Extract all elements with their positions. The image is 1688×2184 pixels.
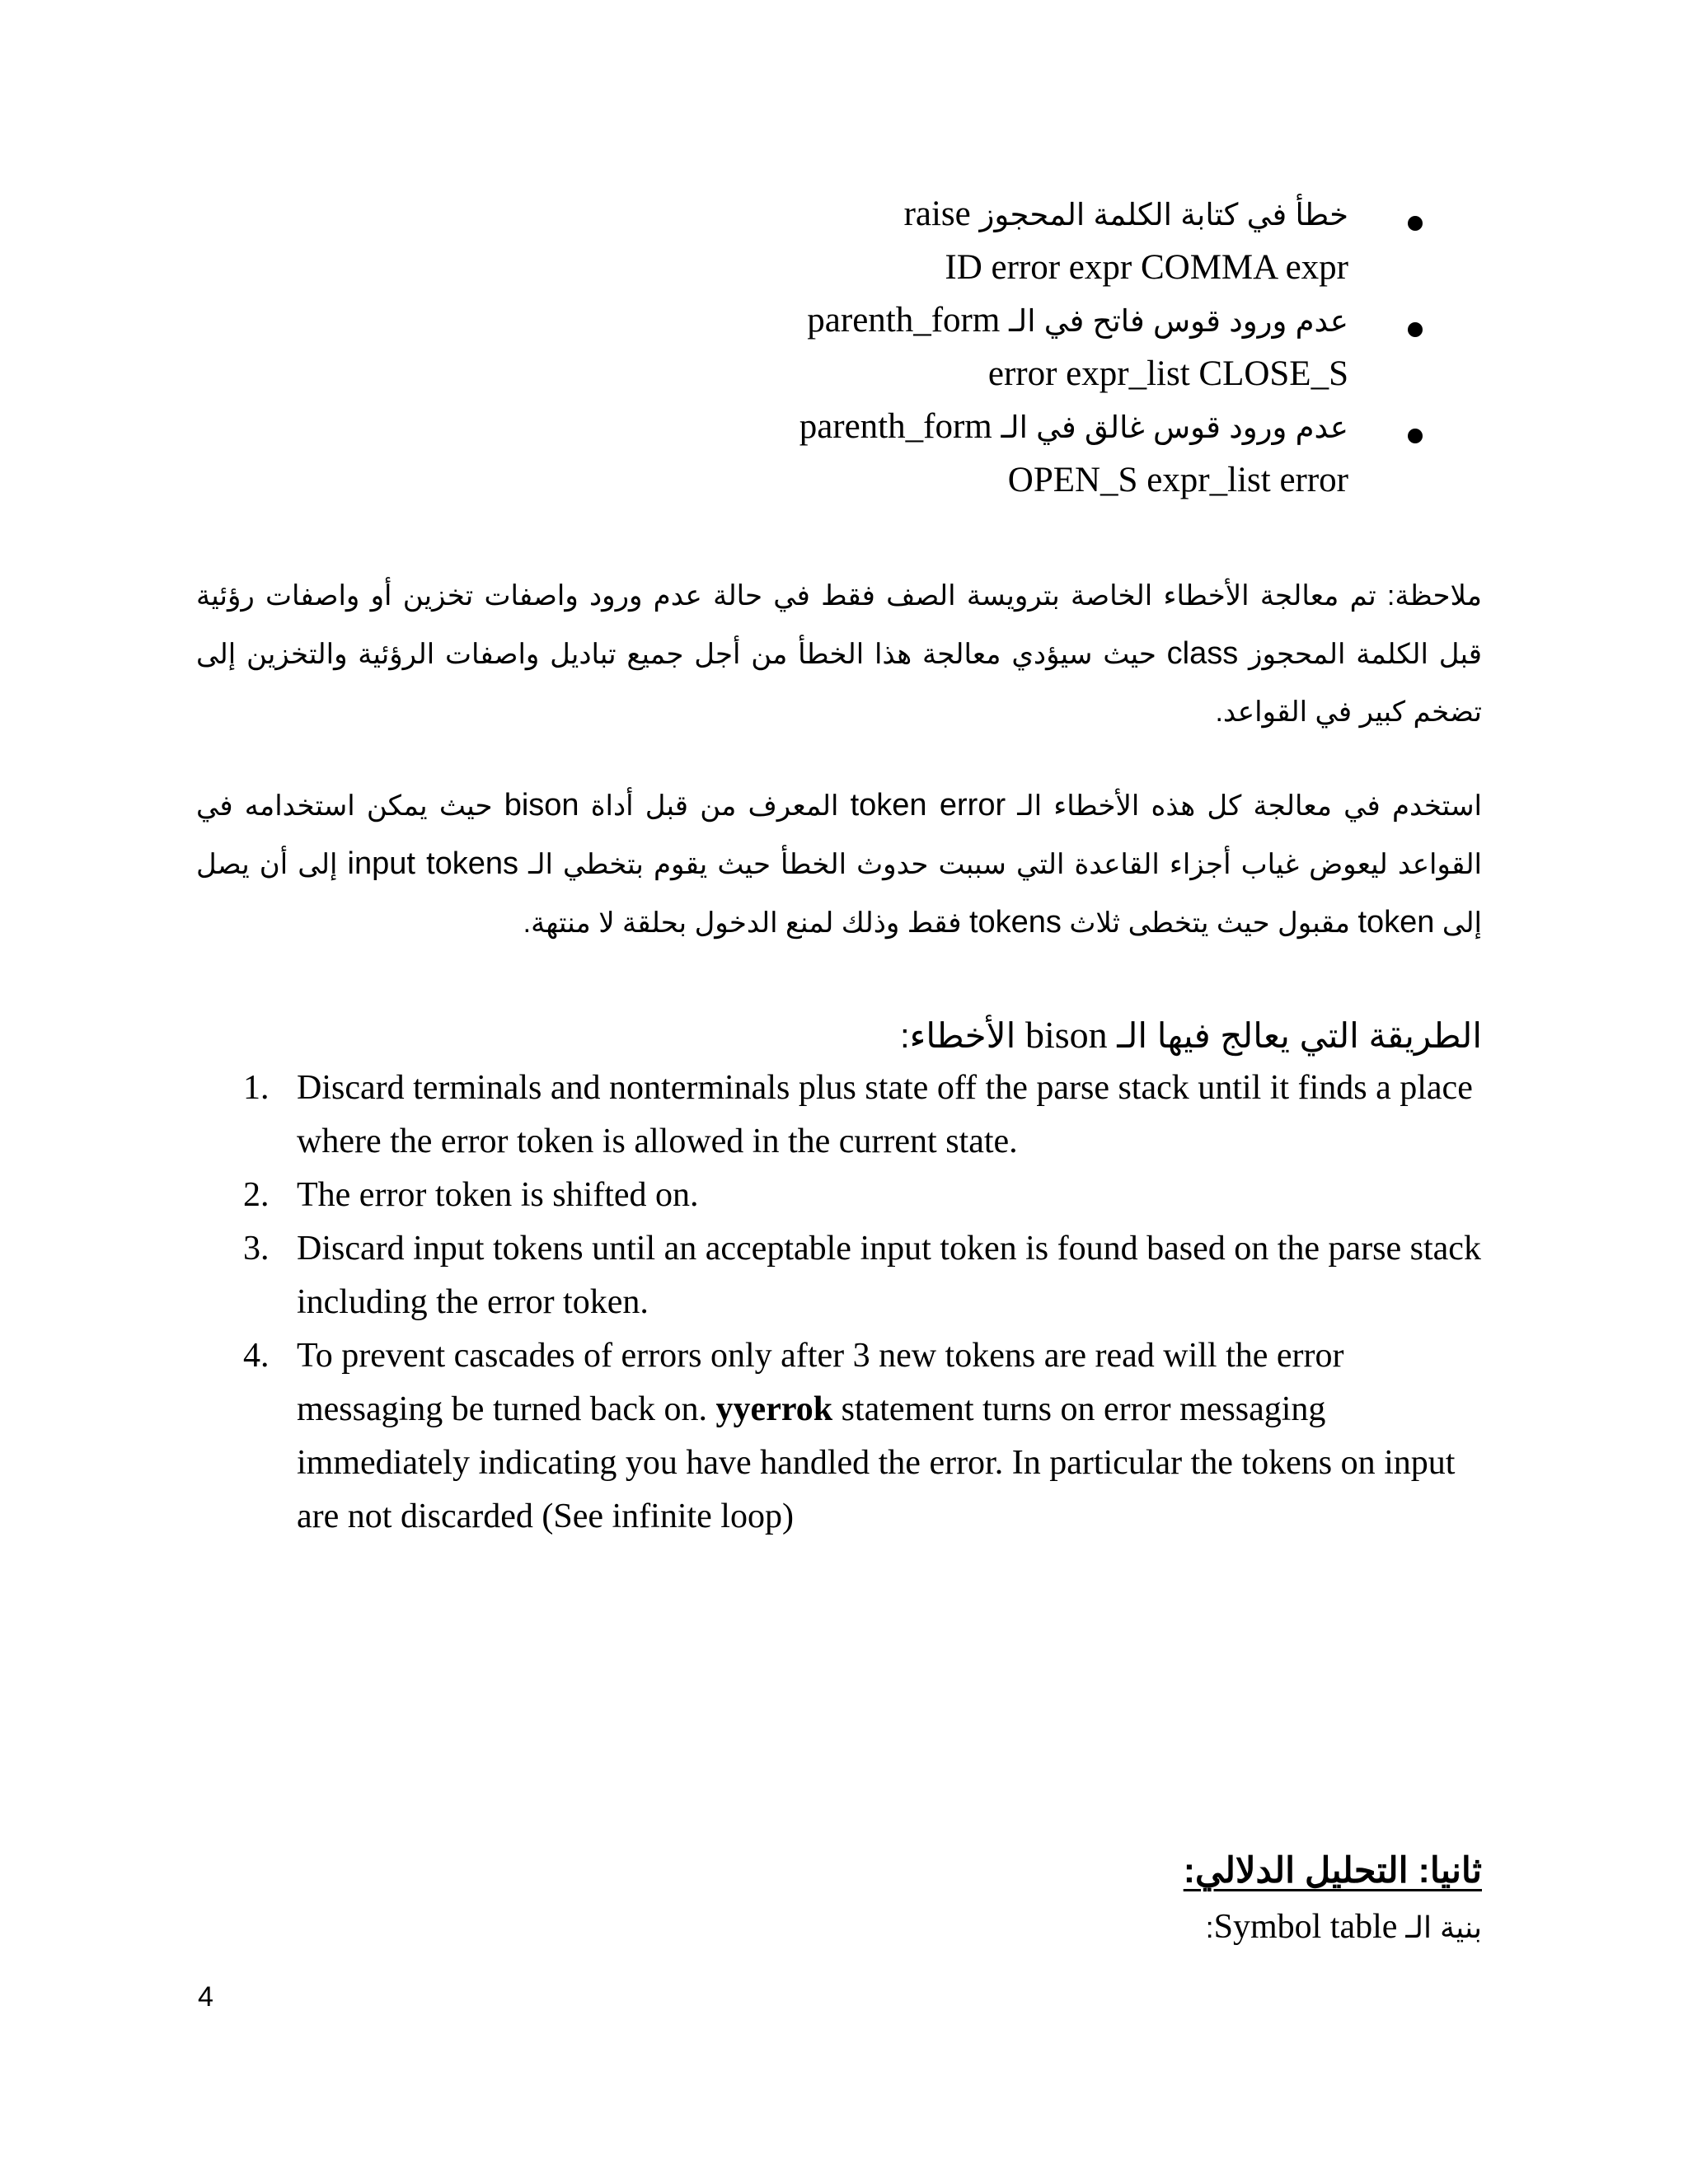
symbol-english: Symbol table: [1213, 1908, 1398, 1946]
bullet-arabic-text: عدم ورود قوس فاتح في الـ: [1009, 304, 1348, 338]
bullet-item-open-paren: [472, 294, 1379, 401]
bullet-icon: [1408, 216, 1423, 231]
bullet-text: [472, 294, 1348, 348]
bullet-keyword: parenth_form: [799, 407, 992, 446]
token-error-term: token error: [850, 788, 1006, 823]
semantic-analysis-title: ثانيا: التحليل الدلالي:: [1183, 1851, 1482, 1891]
bullet-rule: error expr_list CLOSE_S: [987, 354, 1348, 393]
bullet-arabic-text: عدم ورود قوس غالق في الـ: [1001, 410, 1348, 444]
heading-bison-term: bison: [1025, 1014, 1108, 1056]
bullet-icon: [1408, 322, 1423, 337]
bullet-icon: [1408, 429, 1423, 443]
token-text-6: فقط وذلك لمنع الدخول بحلقة لا منتهة.: [523, 907, 969, 939]
token-term: token: [1357, 905, 1435, 940]
yyerrok-keyword: yyerrok: [715, 1390, 833, 1428]
bullet-text: [472, 401, 1348, 454]
note-text-2: حيث سيؤدي معالجة هذا الخطأ من أجل جميع تباديل واصفات الرؤئية والتخزين إلى تضخم كبير في القواعد.: [196, 639, 1482, 728]
heading-text-1: الطريقة التي يعالج فيها الـ: [1107, 1016, 1482, 1055]
note-keyword: class: [1166, 636, 1239, 671]
list-item: [243, 1222, 1496, 1329]
step-text-after: statement turns on error messaging immediately indicating you have handled the error. In particular the tokens on input are not discarded (See infinite loop): [297, 1390, 1456, 1535]
bullet-rule: ID error expr COMMA expr: [945, 248, 1348, 287]
step-number: 4.: [243, 1337, 270, 1375]
step-text: Discard input tokens until an acceptable input token is found based on the parse stack including the error token.: [297, 1230, 1481, 1321]
bullet-item-close-paren: [472, 401, 1379, 507]
step-text: Discard terminals and nonterminals plus state off the parse stack until it finds a place where the error token is allowed in the current state.: [297, 1069, 1473, 1160]
step-number: 2.: [243, 1176, 270, 1214]
token-text-4: إلى أن يصل إلى: [196, 849, 1482, 939]
page-number: 4: [198, 1981, 213, 2013]
token-error-paragraph: [196, 776, 1482, 952]
bullet-arabic-text: خطأ في كتابة الكلمة المحجوز: [979, 198, 1348, 232]
bullet-keyword: parenth_form: [807, 301, 1001, 340]
step-text-before: To prevent cascades of errors only after 3 new tokens are read will the error messaging be turned back on.: [297, 1337, 1344, 1428]
tokens-term: tokens: [968, 905, 1062, 940]
symbol-table-heading: [1206, 1900, 1482, 1954]
step-number: 3.: [243, 1230, 270, 1268]
step-number: 1.: [243, 1069, 270, 1107]
bison-steps-list: [243, 1062, 1496, 1544]
step-text: [297, 1337, 1455, 1535]
input-tokens-term: input tokens: [347, 846, 519, 881]
list-item: [243, 1329, 1496, 1544]
error-bullet-list: [472, 188, 1379, 507]
bison-method-heading: [196, 1005, 1482, 1066]
step-text: The error token is shifted on.: [297, 1176, 699, 1214]
token-text-3: حيث يمكن استخدامه في القواعد ليعوض غياب أجزاء القاعدة التي سببت حدوث الخطأ حيث يقوم بتخطي الـ: [196, 790, 1482, 880]
token-text-2: المعرف من قبل أداة: [579, 790, 851, 822]
list-item: [243, 1169, 1496, 1222]
symbol-arabic: بنية الـ: [1397, 1910, 1482, 1944]
token-text-1: استخدم في معالجة كل هذه الأخطاء الـ: [1006, 790, 1483, 822]
heading-text-2: الأخطاء:: [900, 1016, 1025, 1055]
bullet-item-raise: [472, 188, 1379, 294]
bullet-keyword: raise: [903, 194, 971, 233]
note-text-1: ملاحظة: تم معالجة الأخطاء الخاصة بترويسة الصف فقط في حالة عدم ورود واصفات تخزين أو واصفات رؤئية قبل الكلمة المحجوز: [196, 580, 1482, 670]
bison-term: bison: [504, 788, 579, 823]
list-item: [243, 1062, 1496, 1169]
token-text-5: مقبول حيث يتخطى ثلاث: [1061, 907, 1358, 939]
bullet-text: [472, 188, 1348, 241]
symbol-colon: :: [1205, 1910, 1214, 1944]
note-paragraph: [196, 567, 1482, 741]
bullet-rule: OPEN_S expr_list error: [1007, 461, 1348, 499]
